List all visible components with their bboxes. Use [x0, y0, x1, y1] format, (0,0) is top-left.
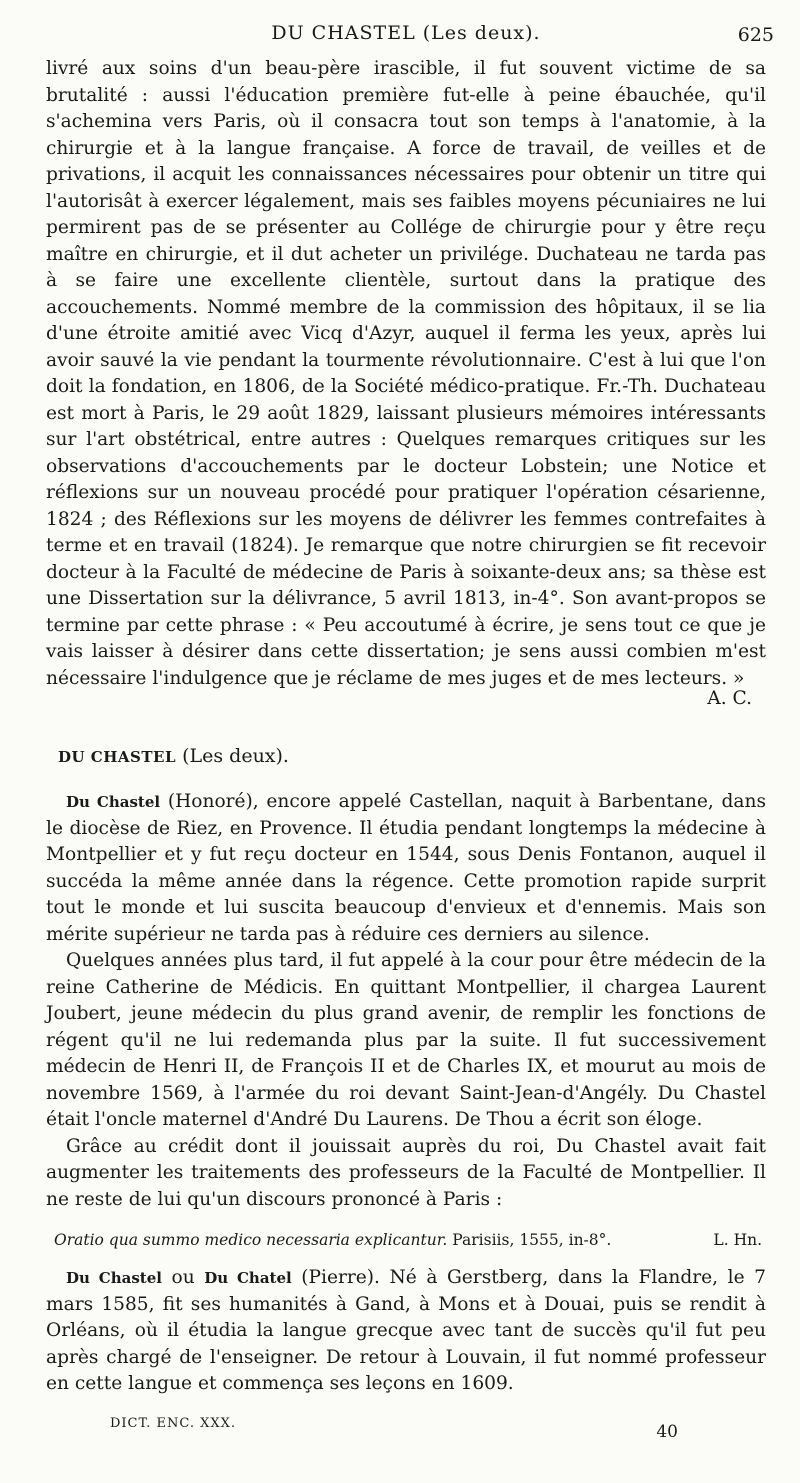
running-head-title: DU CHASTEL (Les deux). [271, 22, 541, 44]
previous-article-text: livré aux soins d'un beau-père irascible, il fut souvent victime de sa brutalité : aussi l'éducation première fut-elle à peine ébauchée, qu'il s'achemina vers Paris, où il consacra tout son temps à l'anatomie, à la chirurgie et à la langue française. A force de travail, de veilles et de privations, il acquit les connaissances nécessaires pour obtenir un titre qui l'autorisât à exercer légalement, mais ses faibles moyens pécuniaires ne lui permirent pas de se présenter au Collége de chirurgie pour y être reçu maître en chirurgie, et il dut acheter un privilége. Duchateau ne tarda pas à se faire une excellente clientèle, surtout dans la pratique des accouchements. Nommé membre de la commission des hôpitaux, il se lia d'une étroite amitié avec Vicq d'Azyr, auquel il ferma les yeux, après lui avoir sauvé la vie pendant la tourmente révolutionnaire. C'est à lui que l'on doit la fondation, en 1806, de la Société médico-pratique. Fr.-Th. Duchateau est mort à Paris, le 29 août 1829, laissant plusieurs mémoires intéressants sur l'art obstétrical, entre autres : Quelques remarques critiques sur les observations d'accouchements par le docteur Lobstein; une Notice et réflexions sur un nouveau procédé pour pratiquer l'opération césarienne, 1824 ; des Réflexions sur les moyens de délivrer les femmes contrefaites à terme et en travail (1824). Je remarque que notre chirurgien se fit recevoir docteur à la Faculté de médecine de Paris à soixante-deux ans; sa thèse est une Dissertation sur la délivrance, 5 avril 1813, in-4°. Son avant-propos se termine par cette phrase : « Peu accoutumé à écrire, je sens tout ce que je vais laisser à désirer dans cette dissertation; je sens aussi combien m'est nécessaire l'indulgence que je réclame de mes juges et de mes lecteurs. » [46, 58, 766, 689]
bibliography-title: Oratio qua summo medico necessaria explicantur. [54, 1231, 448, 1249]
entry-pierre-name1: Du Chastel [66, 1269, 162, 1287]
previous-article-signature: A. C. [707, 688, 752, 709]
sheet-number: 40 [656, 1421, 678, 1442]
entry-pierre-given: (Pierre). [301, 1267, 380, 1288]
page-footer [46, 1416, 766, 1442]
entry-honore-para1 [46, 789, 766, 948]
bibliography-entry [46, 1231, 766, 1249]
entry-honore-para2: Quelques années plus tard, il fut appelé à la cour pour être médecin de la reine Catherine de Médicis. En quittant Montpellier, il chargea Laurent Joubert, jeune médecin du plus grand avenir, de remplir les fonctions de régent qu'il ne lui redemanda plus par la suite. Il fut successivement médecin de Henri II, de François II et de Charles IX, et mourut au mois de novembre 1569, à l'armée du roi devant Saint-Jean-d'Angély. Du Chastel était l'oncle maternel d'André Du Laurens. De Thou a écrit son éloge. [46, 950, 766, 1130]
entry-honore-name: Du Chastel [66, 793, 161, 811]
entry-pierre-or: ou [171, 1267, 195, 1288]
bibliography-text [54, 1231, 611, 1249]
signature-mark: DICT. ENC. XXX. [110, 1415, 237, 1431]
running-head [46, 22, 774, 56]
article-heading-name: DU CHASTEL [58, 748, 177, 766]
entry-pierre-name2: Du Chatel [204, 1269, 292, 1287]
article-heading-rest: (Les deux). [182, 745, 289, 767]
article-heading [58, 745, 766, 767]
entry-honore-given: (Honoré), [167, 791, 259, 812]
entry-honore-para3: Grâce au crédit dont il jouissait auprès du roi, Du Chastel avait fait augmenter les traitements des professeurs de la Faculté de Montpellier. Il ne reste de lui qu'un discours prononcé à Paris : [46, 1135, 766, 1210]
page-number: 625 [737, 24, 774, 46]
entry-pierre-para [46, 1265, 766, 1398]
page [46, 22, 774, 1442]
entry-pierre-text: Né à Gerstberg, dans la Flandre, le 7 mars 1585, fit ses humanités à Gand, à Mons et à Douai, puis se rendit à Orléans, où il étudia la langue grecque avec tant de succès qu'il fut peu après chargé de l'enseigner. De retour à Louvain, il fut nommé professeur en cette langue et commença ses leçons en 1609. [46, 1267, 766, 1394]
entry-honore-text1: encore appelé Castellan, naquit à Barbentane, dans le diocèse de Riez, en Provence. Il étudia pendant longtemps la médecine à Montpellier et y fut reçu docteur en 1544, sous Denis Fontanon, auquel il succéda la même année dans la régence. Cette promotion rapide surprit tout le monde et lui suscita beaucoup d'envieux et d'ennemis. Mais son mérite supérieur ne tarda pas à réduire ces derniers au silence. [46, 791, 766, 945]
bibliography-imprint: Parisiis, 1555, in-8°. [452, 1231, 612, 1249]
entry-honore-signature: L. Hn. [713, 1231, 762, 1249]
